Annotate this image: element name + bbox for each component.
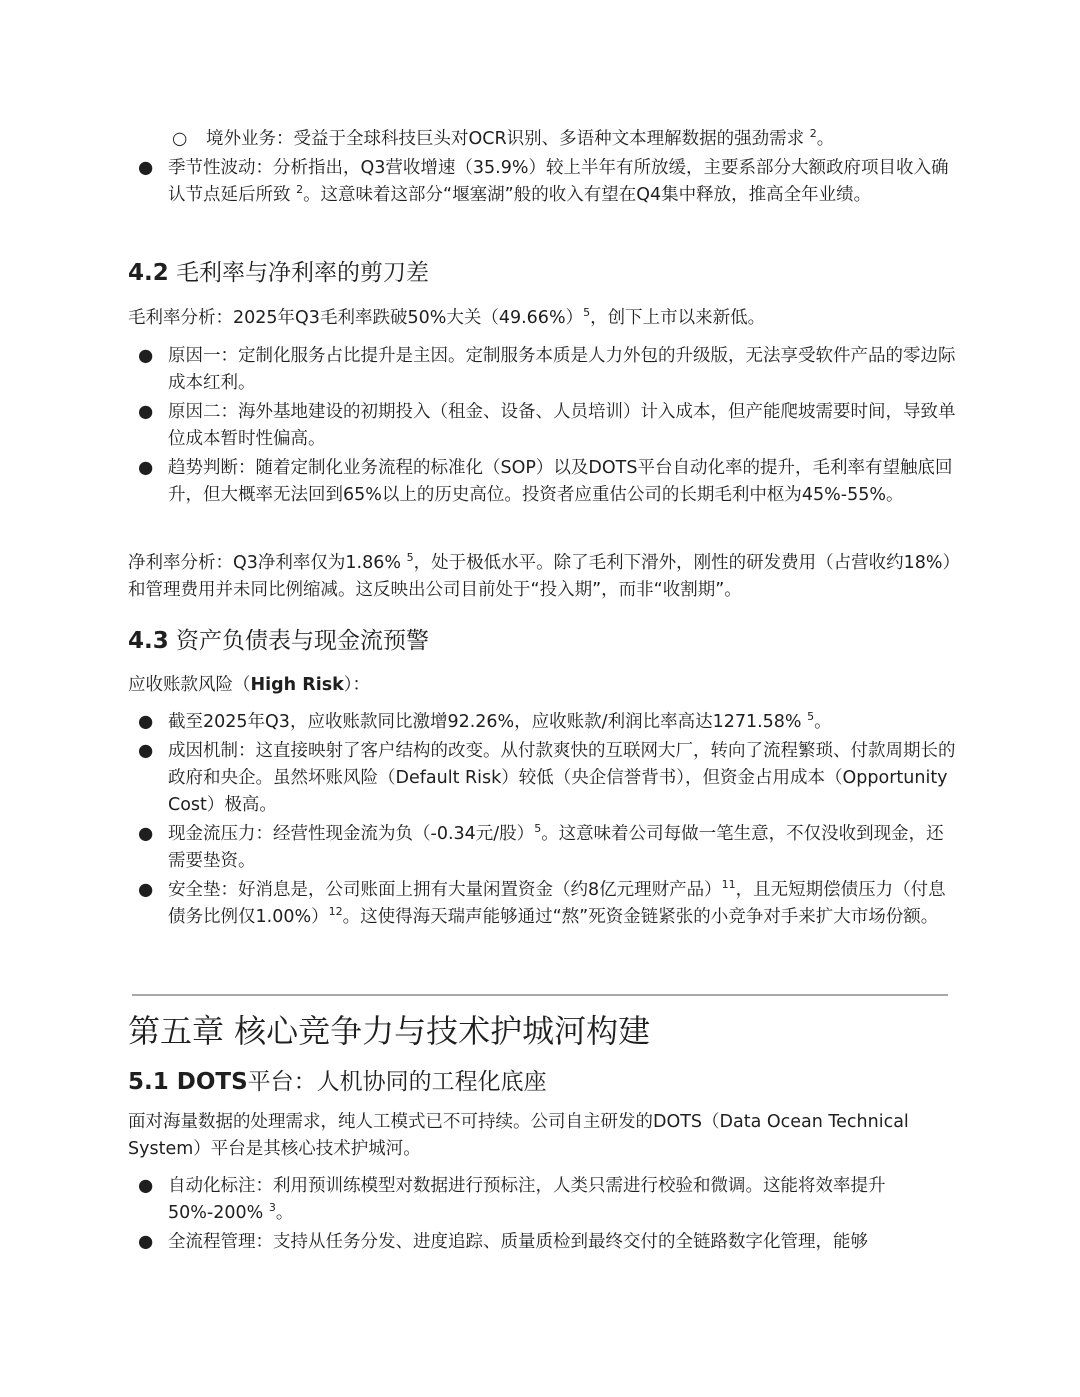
item-text-cont: 。这意味着这部分“堰塞湖”般的收入有望在Q4集中释放，推高全年业绩。 [303,185,872,205]
item-end: 。 [816,129,835,149]
section-number: 4.2 [128,260,169,286]
item-text: ：利用预训练模型对数据进行预标注，人类只需进行校验和微调。这能将效率提升50%-200% [168,1176,886,1223]
gross-margin-paragraph [128,305,958,332]
dots-list [128,1173,958,1256]
hollow-bullet-icon: ○ [172,129,188,149]
item-label: 趋势判断 [168,458,238,478]
risk-label: 应收账款风险（ [128,675,251,695]
chapter-5-title [128,1008,958,1054]
item-label: 境外业务 [206,129,276,149]
item-label: 原因一 [168,346,221,366]
list-item [128,821,958,875]
para-label: 毛利率分析 [128,308,216,328]
bullet-icon: ● [138,880,154,900]
list-item [128,455,958,509]
item-text: ：分析指出，Q3营收增速（35.9%）较上半年有所放缓，主要系部分大额政府项目收入确认节点延后所致 [168,158,949,205]
chapter-title: 第五章 核心竞争力与技术护城河构建 [128,1012,651,1050]
item-label: 全流程管理 [168,1232,256,1252]
para-text: ：2025年Q3毛利率跌破50%大关（49.66%） [215,308,584,328]
para-text-cont: ，处于极低水平。除了毛利下滑外，刚性的研发费用（占营收约18%）和管理费用并未同比例缩减。这反映出公司目前处于“投入期”，而非“收割期”。 [128,553,952,600]
bullet-icon: ● [138,1232,154,1252]
item-text: ：海外基地建设的初期投入（租金、设备、人员培训）计入成本，但产能爬坡需要时间，导致单位成本暂时性偏高。 [168,402,956,449]
bullet-icon: ● [138,712,154,732]
list-item [128,738,958,819]
item-label: 现金流压力 [168,824,256,844]
gross-margin-list [128,343,958,509]
item-text: ：这直接映射了客户结构的改变。从付款爽快的互联网大厂，转向了流程繁琐、付款周期长的政府和央企。虽然坏账风险（Default Risk）较低（央企信誉背书），但资金占用成本（Opportunity Cost）极高。 [168,741,956,815]
list-item [128,1173,958,1227]
item-text: ：支持从任务分发、进度追踪、质量质检到最终交付的全链路数字化管理，能够 [255,1232,868,1252]
item-text: 截至2025年Q3，应收账款同比激增92.26%，应收账款/利润比率高达1271.58% [168,712,808,732]
footnote-ref[interactable]: 5 [534,822,542,836]
section-number: 4.3 [128,628,169,654]
footnote-ref[interactable]: 2 [296,183,304,197]
item-text-end: 。这使得海天瑞声能够通过“熬”死资金链紧张的小竞争对手来扩大市场份额。 [342,907,939,927]
bullet-icon: ● [138,458,154,478]
section-5-1-heading [128,1065,958,1099]
item-label: 季节性波动 [168,158,256,178]
bullet-icon: ● [138,402,154,422]
footnote-ref[interactable]: 2 [809,127,817,141]
risk-level: High Risk [250,675,344,695]
bullet-icon: ● [138,1176,154,1196]
footnote-ref[interactable]: 11 [721,878,736,892]
footnote-ref[interactable]: 5 [807,710,815,724]
receivable-list [128,709,958,931]
item-text: ：定制化服务占比提升是主因。定制服务本质是人力外包的升级版，无法享受软件产品的零边际成本红利。 [168,346,956,393]
item-label: 成因机制 [168,741,238,761]
para-text: 面对海量数据的处理需求，纯人工模式已不可持续。公司自主研发的DOTS（Data Ocean Technical System）平台是其核心技术护城河。 [128,1112,909,1159]
dots-intro-paragraph [128,1109,958,1163]
item-label: 自动化标注 [168,1176,256,1196]
para-text: ：Q3净利率仅为1.86% [215,553,407,573]
para-label: 净利率分析 [128,553,216,573]
section-4-2-heading [128,256,958,290]
footnote-ref[interactable]: 5 [406,551,414,565]
bullet-icon: ● [138,158,154,178]
receivable-risk-label [128,672,958,699]
bullet-icon: ● [138,346,154,366]
bullet-icon: ● [138,741,154,761]
footnote-ref[interactable]: 12 [328,905,343,919]
section-4-3-heading [128,624,958,658]
para-end: ，创下上市以来新低。 [590,308,766,328]
seasonal-item [128,155,958,209]
list-item [128,1229,958,1256]
item-text: ：好消息是，公司账面上拥有大量闲置资金（约8亿元理财产品） [220,880,722,900]
item-text-cont: ，且无短期偿债压力（付息债务比例仅1.00%） [168,880,946,927]
section-title: 资产负债表与现金流预警 [168,628,430,654]
item-text: ：随着定制化业务流程的标准化（SOP）以及DOTS平台自动化率的提升，毛利率有望触底回升，但大概率无法回到65%以上的历史高位。投资者应重估公司的长期毛利中枢为45%-55%。 [168,458,953,505]
list-item [128,709,958,736]
item-end: 。 [814,712,832,732]
section-number: 5.1 DOTS [128,1069,248,1095]
footnote-ref[interactable]: 3 [268,1201,276,1215]
item-end: 。这意味着公司每做一笔生意，不仅没收到现金，还需要垫资。 [168,824,944,871]
horizontal-rule [132,994,948,996]
risk-end: ）： [343,675,371,695]
section-title: 毛利率与净利率的剪刀差 [168,260,430,286]
list-item [128,877,958,931]
overseas-item [128,126,958,153]
item-label: 安全垫 [168,880,221,900]
net-margin-paragraph [128,550,958,604]
list-item [128,399,958,453]
item-label: 原因二 [168,402,221,422]
footnote-ref[interactable]: 5 [583,306,591,320]
item-text: ：受益于全球科技巨头对OCR识别、多语种文本理解数据的强劲需求 [276,129,810,149]
section-title: 平台：人机协同的工程化底座 [247,1069,547,1095]
item-end: 。 [275,1203,294,1223]
list-item [128,343,958,397]
bullet-icon: ● [138,824,154,844]
item-text: ：经营性现金流为负（-0.34元/股） [255,824,535,844]
